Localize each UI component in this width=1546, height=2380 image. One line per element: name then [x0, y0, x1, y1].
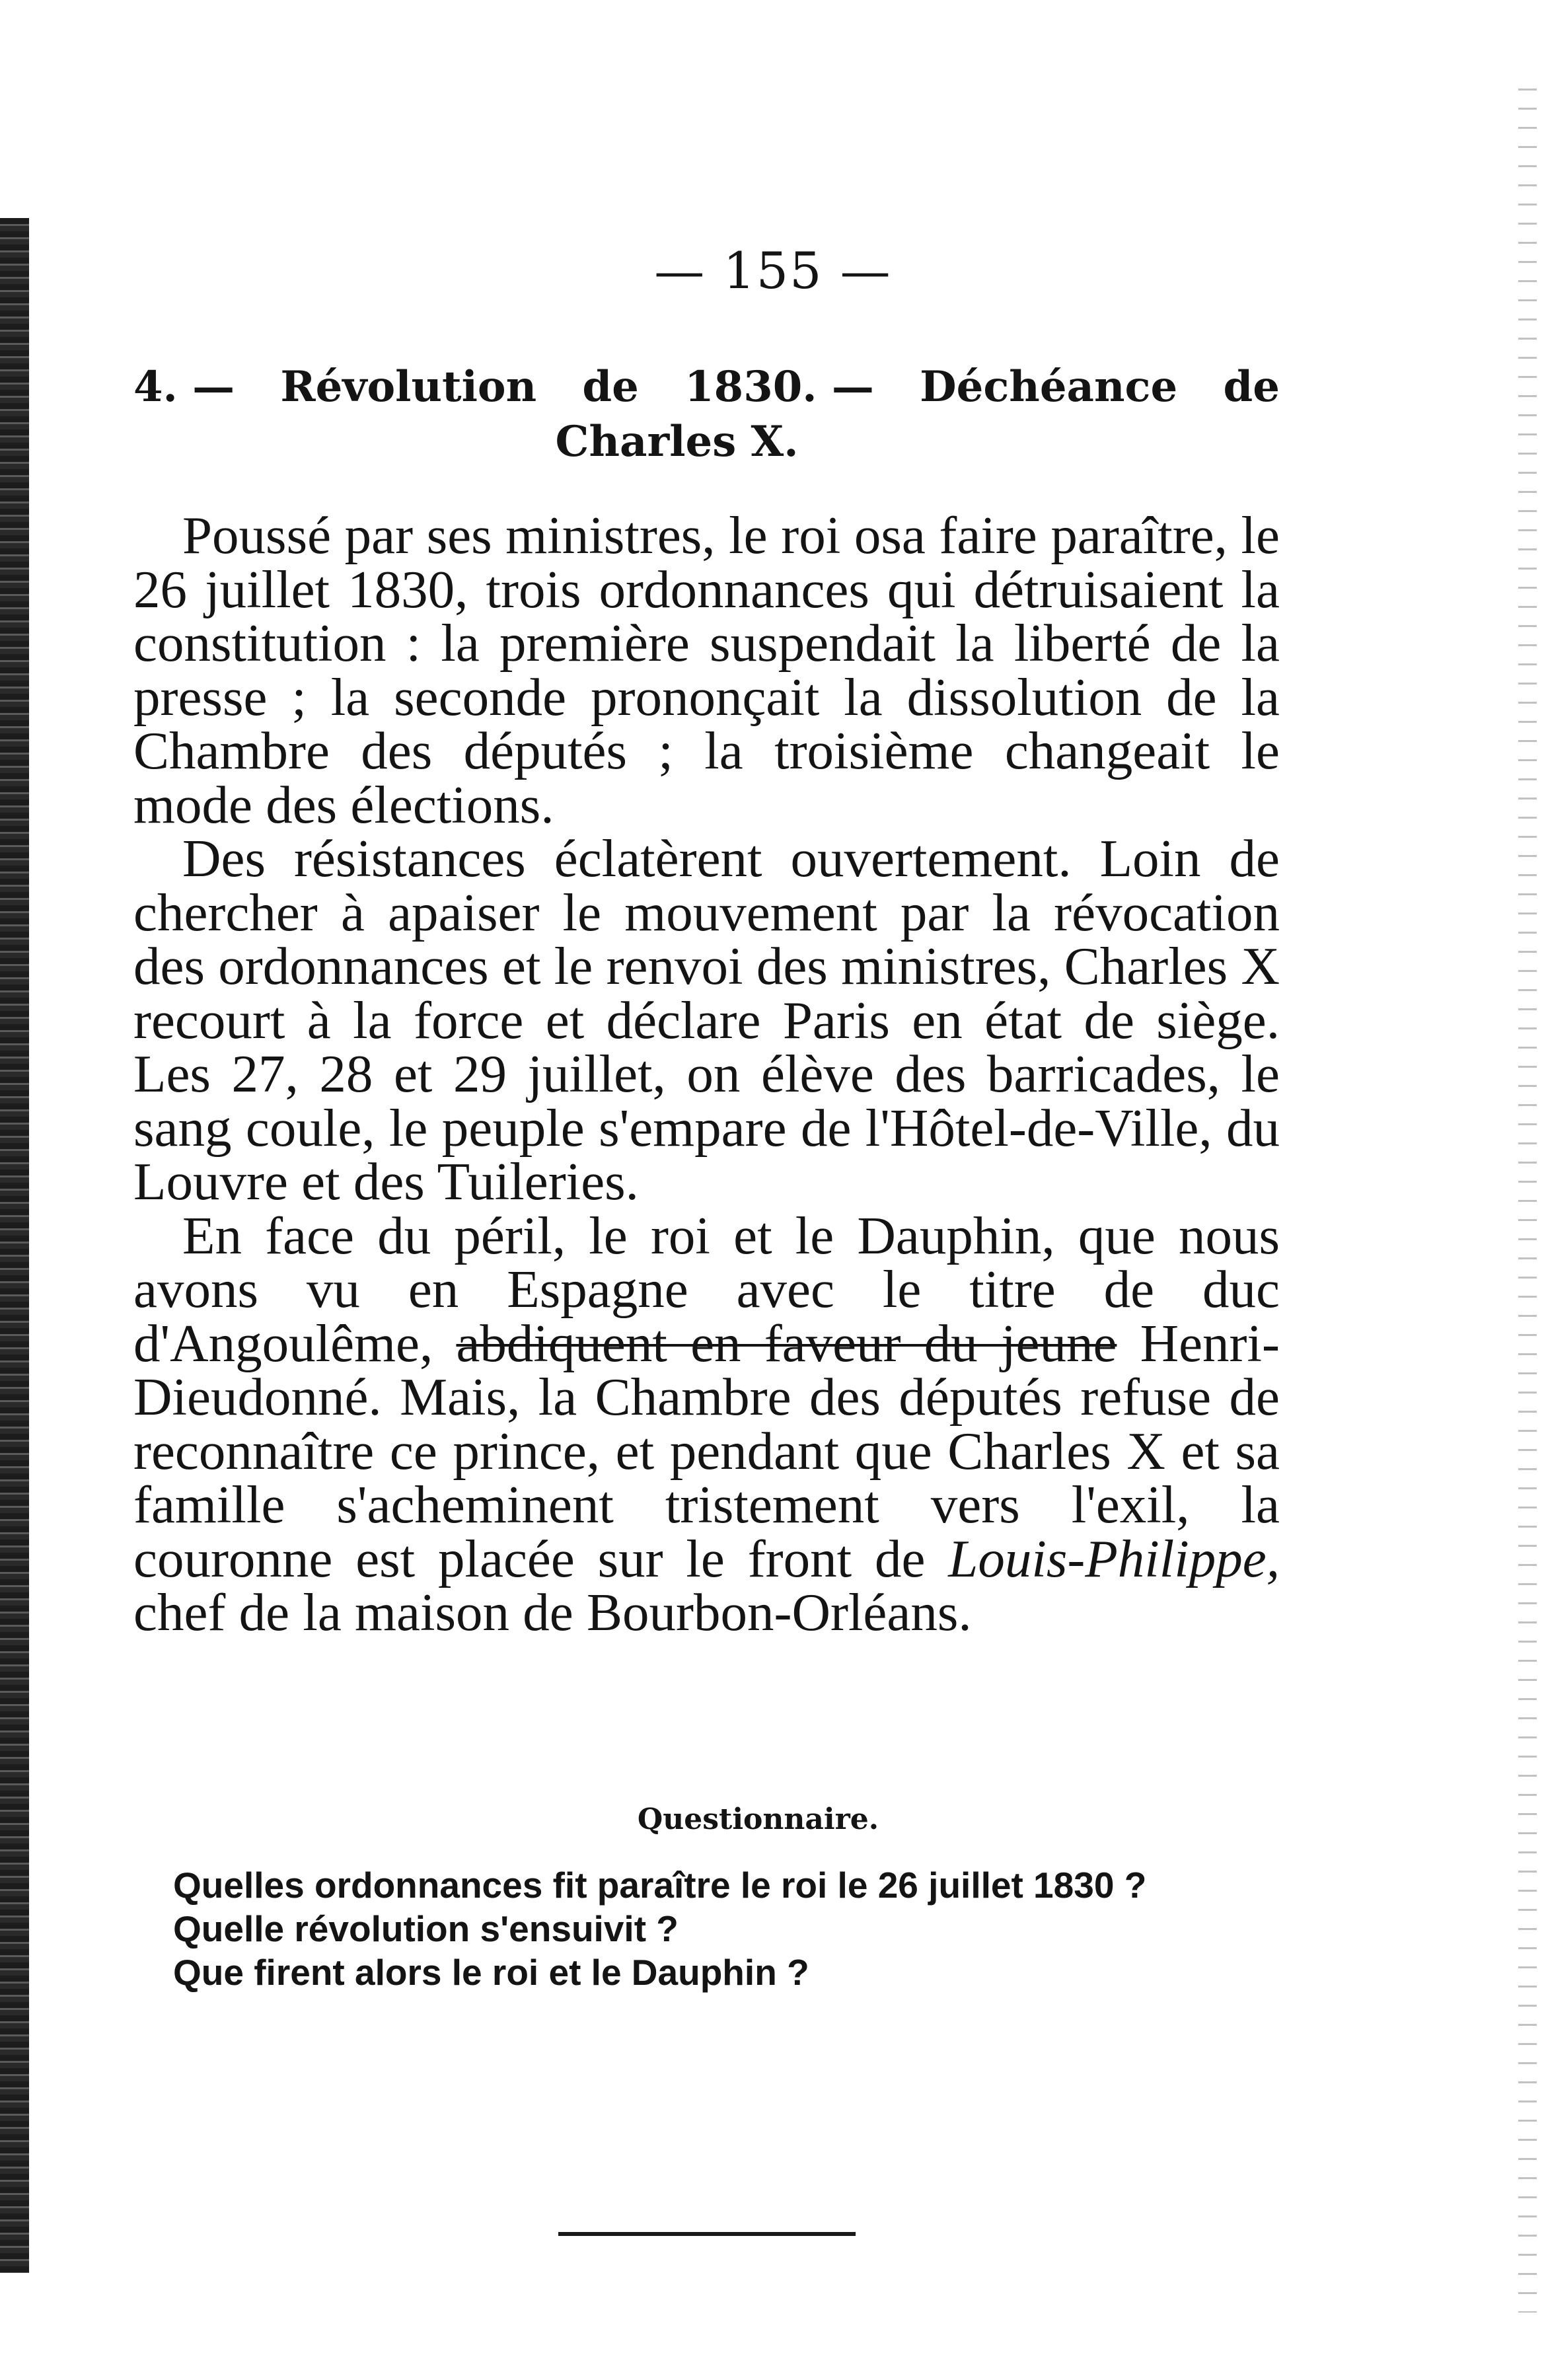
section-end-rule [558, 2232, 856, 2236]
paragraph-2: Des résistances éclatèrent ouvertement. Loin de chercher à apaiser le mouvement par la révocation des ordonnances et le renvoi des ministres, Charles X recourt à la force et déclare Paris en état de siège. Les 27, 28 et 29 juillet, on élève des barricades, le sang coule, le peuple s'empare de l'Hôtel-de-Ville, du Louvre et des Tuileries. [133, 829, 1280, 1211]
paragraph-3-part-a: En face du péril, le roi et le Dauphin, que nous avons vu en Espagne avec le titre de duc d'Angoulême, [133, 1205, 1280, 1373]
paragraph-3-part-c: chef de la maison de Bourbon-Orléans. [133, 1582, 972, 1642]
title-word-de: de [582, 362, 639, 412]
questionnaire-title: Questionnaire. [637, 1803, 879, 1836]
struck-through-text: abdiquent en faveur du jeune [456, 1313, 1117, 1373]
paragraph-1: Poussé par ses ministres, le roi osa faire paraître, le 26 juillet 1830, trois ordonnances qui détruisaient la constitution : la première suspendait la liberté de la presse ; la seconde prononçait la dissolution de la Chambre des députés ; la troisième changeait le mode des élections. [133, 505, 1280, 835]
question-item: Quelle révolution s'ensuivit ? [173, 1908, 679, 1949]
question-item: Quelles ordonnances fit paraître le roi le 26 juillet 1830 ? [173, 1865, 1147, 1906]
page-number: — 155 — [654, 241, 892, 300]
question-item: Que firent alors le roi et le Dauphin ? [173, 1952, 809, 1993]
section-title [133, 362, 1280, 466]
paragraph-3-part-b: Henri-Dieudonné. Mais, la Chambre des députés refuse de reconnaître ce prince, et pendant que Charles X et sa famille s'acheminent tristement vers l'exil, la couronne est placée sur le front de [133, 1313, 1280, 1588]
section-title-line-1 [133, 362, 1280, 412]
paragraph-3 [133, 1205, 1280, 1642]
name-louis-philippe: Louis-Philippe, [948, 1528, 1280, 1588]
scanned-binding-edge [0, 218, 29, 2273]
title-word-de-2: de [1223, 362, 1280, 412]
section-number: 4. — [133, 362, 235, 412]
body-text [133, 505, 1280, 1642]
section-title-line-2: Charles X. [555, 417, 799, 466]
questionnaire-list [173, 1863, 1270, 1994]
title-year: 1830. — [684, 362, 874, 412]
scanned-page-edge [1518, 79, 1537, 2313]
title-word-decheance: Déchéance [920, 362, 1178, 412]
title-word-revolution: Révolution [280, 362, 537, 412]
